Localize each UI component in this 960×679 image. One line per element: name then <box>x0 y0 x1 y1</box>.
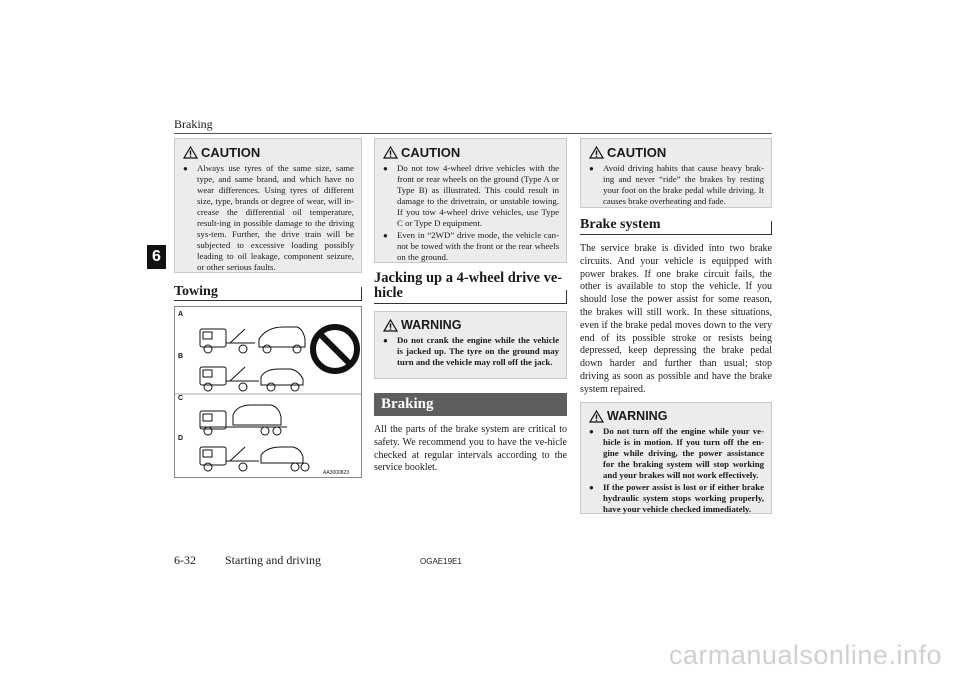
bullet-icon: ● <box>589 427 594 436</box>
caution-title: CAUTION <box>383 145 559 160</box>
figure-label-c: C <box>178 395 184 402</box>
bullet-icon: ● <box>383 336 388 345</box>
warning-triangle-icon <box>383 319 398 332</box>
braking-heading: Braking <box>374 393 567 416</box>
caution-item: ● Always use tyres of the same size, same type, and same brand, and which have no wear differences. Using tyres of different size, type, brands or degree of wear, will in-crease the differential oil temperature, result-ing in possible damage to the driving sys-tem. Further, the drive train will be subjected to excessive loading possibly leading to oil leakage, component seizure, or other serious faults. <box>183 163 354 272</box>
bullet-icon: ● <box>589 483 594 492</box>
caution-box-tyres <box>174 138 362 273</box>
header-rule <box>174 133 772 134</box>
warning-box-jack <box>374 311 567 379</box>
warning-item: ● Do not turn off the engine while your ve-hicle is in motion. If you turn off the en-gine while driving, the power assistance for the braking system will stop working and your brakes will not work effectively. <box>589 426 764 480</box>
brake-system-heading: Brake system <box>580 217 772 235</box>
towing-illustration <box>174 306 362 478</box>
figure-label-d: D <box>178 435 184 442</box>
jacking-heading: Jacking up a 4-wheel drive ve-hicle <box>374 271 567 304</box>
warning-item: ● If the power assist is lost or if either brake hydraulic system stops working properly, have your vehicle checked immediately. <box>589 482 764 514</box>
caution-title: CAUTION <box>183 145 354 160</box>
figure-label-b: B <box>178 353 184 360</box>
bullet-icon: ● <box>383 164 388 173</box>
bullet-icon: ● <box>383 231 388 240</box>
caution-item: ● Even in “2WD” drive mode, the vehicle can-not be towed with the front or the rear wheels on the ground. <box>383 230 559 262</box>
document-code: OGAE19E1 <box>420 557 462 566</box>
figure-label-a: A <box>178 311 184 318</box>
braking-intro-text: All the parts of the brake system are critical to safety. We recommend you to have the ve-hicle checked at regular intervals according to the service booklet. <box>374 424 567 474</box>
caution-title: CAUTION <box>589 145 764 160</box>
bullet-icon: ● <box>589 164 594 173</box>
warning-triangle-icon <box>589 146 604 159</box>
warning-triangle-icon <box>383 146 398 159</box>
brake-system-text: The service brake is divided into two brake circuits. And your vehicle is equipped with power brakes. If one brake circuit fails, the other is available to stop the vehicle. If you should lose the power assist for some reason, the brakes will still work. In these situations, even if the brake pedal moves down to the very end of its possible stroke or resists being depressed, keep depressing the brake pedal down harder and further than usual; stop driving as soon as possible and have the brake system repaired. <box>580 243 772 395</box>
header-title: Braking <box>174 117 213 131</box>
warning-triangle-icon <box>589 410 604 423</box>
warning-box-engine <box>580 402 772 514</box>
warning-title: WARNING <box>589 409 764 423</box>
watermark: carmanualsonline.info <box>668 640 942 670</box>
towing-heading: Towing <box>174 284 362 301</box>
warning-item: ● Do not crank the engine while the vehicle is jacked up. The tyre on the ground may turn and the vehicle may roll off the jack. <box>383 335 559 367</box>
bullet-icon: ● <box>183 164 188 173</box>
figure-code: AA3000823 <box>323 470 350 476</box>
caution-box-towing <box>374 138 567 263</box>
page-number: 6-32 <box>174 553 196 567</box>
tow-truck-figure <box>175 307 361 477</box>
caution-item: ● Avoid driving habits that cause heavy brak-ing and never “ride” the brakes by resting your foot on the brake pedal while driving. It causes brake overheating and fade. <box>589 163 764 206</box>
warning-triangle-icon <box>183 146 198 159</box>
warning-title: WARNING <box>383 318 559 332</box>
caution-box-braking <box>580 138 772 208</box>
caution-item: ● Do not tow 4-wheel drive vehicles with the front or rear wheels on the ground (Type A or Type B) as illustrated. This could result in damage to the drivetrain, or unstable towing. If you tow 4-wheel drive vehicles, use Type C or Type D equipment. <box>383 163 559 228</box>
chapter-tab: 6 <box>147 245 166 269</box>
footer-section-title: Starting and driving <box>225 553 321 567</box>
